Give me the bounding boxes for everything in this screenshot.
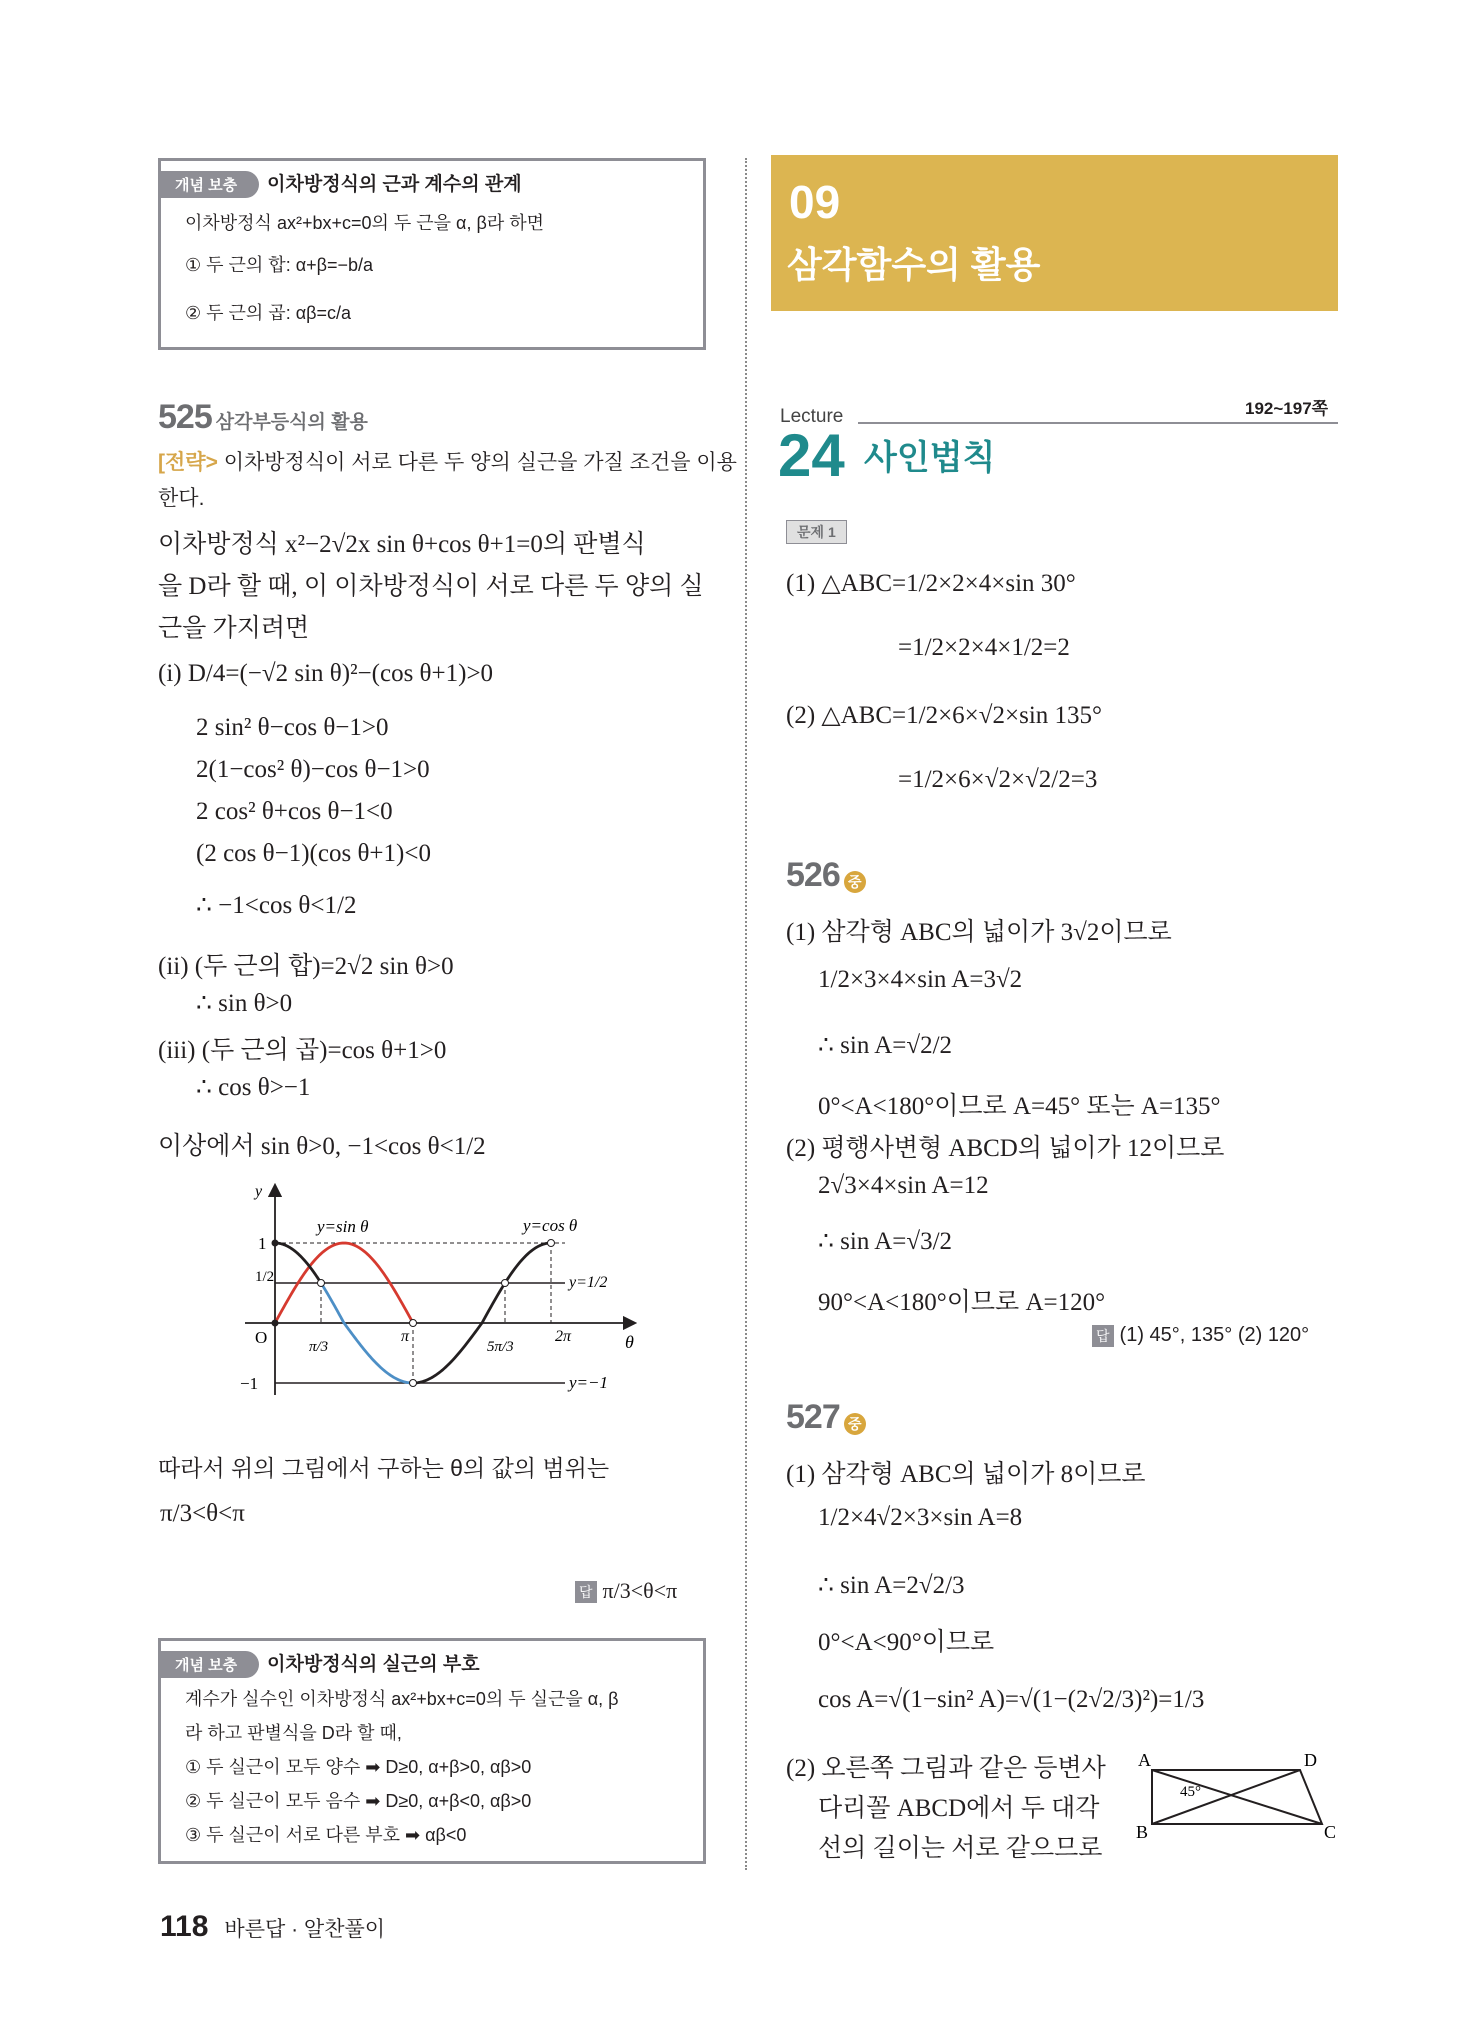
concept-tag: 개념 보충 bbox=[161, 1651, 259, 1678]
solution-line: cos A=√(1−sin² A)=√(1−(2√2/3)²)=1/3 bbox=[818, 1686, 1205, 1713]
point bbox=[318, 1280, 325, 1287]
point bbox=[272, 1240, 279, 1247]
point bbox=[272, 1320, 279, 1327]
solution-line: (1) 삼각형 ABC의 넓이가 3√2이므로 bbox=[786, 919, 1172, 946]
problem-title: 삼각부등식의 활용 bbox=[215, 412, 368, 433]
lecture-pages: 192~197쪽 bbox=[1245, 399, 1329, 418]
answer-value: π/3<θ<π bbox=[602, 1578, 678, 1603]
label-half: y=1/2 bbox=[569, 1274, 608, 1291]
solution-line: ∴ sin θ>0 bbox=[196, 990, 293, 1017]
cos-curve bbox=[413, 1243, 551, 1383]
solution-line: =1/2×6×√2×√2/2=3 bbox=[898, 766, 1098, 793]
solution-line: 1/2×4√2×3×sin A=8 bbox=[818, 1504, 1023, 1531]
chapter-number: 09 bbox=[789, 176, 841, 228]
solution-line: ∴ sin A=√3/2 bbox=[818, 1228, 953, 1255]
problem-number: 527 bbox=[786, 1398, 840, 1436]
point bbox=[410, 1320, 417, 1327]
solution-line: 근을 가지려면 bbox=[158, 615, 310, 642]
column-divider bbox=[745, 158, 747, 1870]
chapter-header bbox=[771, 155, 1338, 311]
chapter-title: 삼각함수의 활용 bbox=[787, 244, 1041, 285]
concept-line: ② 두 근의 곱: αβ=c/a bbox=[185, 303, 351, 323]
diagonal-ac bbox=[1152, 1770, 1322, 1824]
lecture-title: 사인법칙 bbox=[864, 439, 996, 477]
strategy-text: 이차방정식이 서로 다른 두 양의 실근을 가질 조건을 이용 bbox=[223, 451, 737, 474]
solution-line: 90°<A<180°이므로 A=120° bbox=[818, 1289, 1106, 1316]
solution-line: 0°<A<180°이므로 A=45° 또는 A=135° bbox=[818, 1093, 1221, 1120]
solution-line: 따라서 위의 그림에서 구하는 θ의 값의 범위는 bbox=[158, 1455, 610, 1481]
answer-526 bbox=[1092, 1324, 1309, 1347]
point bbox=[410, 1380, 417, 1387]
answer-tag: 답 bbox=[1092, 1325, 1114, 1347]
solution-line: (2) 오른쪽 그림과 같은 등변사 bbox=[786, 1755, 1106, 1782]
lecture-number: 24 bbox=[778, 422, 845, 489]
concept-line: ③ 두 실근이 서로 다른 부호 ➡ αβ<0 bbox=[185, 1825, 467, 1845]
x-axis-label: θ bbox=[625, 1332, 634, 1352]
solution-line: 을 D라 할 때, 이 이차방정식이 서로 다른 두 양의 실 bbox=[158, 573, 704, 600]
solution-line: 선의 길이는 서로 같으므로 bbox=[818, 1835, 1103, 1862]
problem1-badge: 문제 1 bbox=[786, 520, 847, 544]
tick-half: 1/2 bbox=[255, 1269, 275, 1285]
tick-pi3: π/3 bbox=[309, 1339, 329, 1355]
concept-line: ② 두 실근이 모두 음수 ➡ D≥0, α+β<0, αβ>0 bbox=[185, 1791, 532, 1811]
solution-line: (2) △ABC=1/2×6×√2×sin 135° bbox=[786, 702, 1103, 729]
vertex-a: A bbox=[1138, 1750, 1151, 1770]
solution-line: (2 cos θ−1)(cos θ+1)<0 bbox=[196, 840, 431, 867]
solution-line: 2(1−cos² θ)−cos θ−1>0 bbox=[196, 756, 430, 783]
solution-line: 2 sin² θ−cos θ−1>0 bbox=[196, 714, 389, 741]
problem-number: 525 bbox=[158, 398, 212, 436]
vertex-d: D bbox=[1304, 1750, 1317, 1770]
concept-line: 이차방정식 ax²+bx+c=0의 두 근을 α, β라 하면 bbox=[185, 213, 544, 233]
solution-line: (ii) (두 근의 합)=2√2 sin θ>0 bbox=[158, 953, 454, 980]
solution-line: (iii) (두 근의 곱)=cos θ+1>0 bbox=[158, 1037, 447, 1064]
concept-line: ① 두 실근이 모두 양수 ➡ D≥0, α+β>0, αβ>0 bbox=[185, 1757, 532, 1777]
point bbox=[548, 1240, 555, 1247]
answer-tag: 답 bbox=[575, 1581, 597, 1603]
label-cos: y=cos θ bbox=[523, 1216, 578, 1235]
concept-line: 계수가 실수인 이차방정식 ax²+bx+c=0의 두 실근을 α, β bbox=[185, 1689, 619, 1709]
solution-line: ∴ sin A=√2/2 bbox=[818, 1032, 953, 1059]
solution-line: ∴ cos θ>−1 bbox=[196, 1074, 311, 1101]
solution-line: 2√3×4×sin A=12 bbox=[818, 1172, 989, 1199]
solution-line: ∴ sin A=2√2/3 bbox=[818, 1572, 965, 1599]
problem-526-header bbox=[786, 856, 866, 895]
concept-line: ① 두 근의 합: α+β=−b/a bbox=[185, 255, 374, 275]
concept-box-bottom bbox=[158, 1638, 706, 1864]
problem-527-header bbox=[786, 1398, 866, 1437]
level-badge: 중 bbox=[844, 1413, 866, 1435]
lecture-rule bbox=[858, 422, 1338, 424]
tick-1: 1 bbox=[258, 1234, 267, 1253]
problem-525-header bbox=[158, 398, 368, 437]
solution-line: (i) D/4=(−√2 sin θ)²−(cos θ+1)>0 bbox=[158, 660, 494, 687]
trapezoid-figure bbox=[1130, 1748, 1340, 1848]
tick-2pi: 2π bbox=[555, 1328, 572, 1345]
footer bbox=[160, 1910, 385, 1944]
solution-line: 이상에서 sin θ>0, −1<cos θ<1/2 bbox=[158, 1133, 486, 1160]
tick-neg1: −1 bbox=[240, 1374, 259, 1393]
angle-label: 45° bbox=[1180, 1784, 1201, 1800]
solution-line: 2 cos² θ+cos θ−1<0 bbox=[196, 798, 393, 825]
solution-line: =1/2×2×4×1/2=2 bbox=[898, 634, 1070, 661]
problem-number: 526 bbox=[786, 856, 840, 894]
answer-525 bbox=[575, 1578, 677, 1604]
problem1-badge-wrap bbox=[786, 520, 847, 544]
solution-line: 0°<A<90°이므로 bbox=[818, 1629, 995, 1656]
strategy-line-2: 한다. bbox=[158, 487, 205, 510]
tick-5pi3: 5π/3 bbox=[487, 1339, 514, 1355]
footer-text: 바른답 · 알찬풀이 bbox=[224, 1918, 386, 1941]
lecture-label: Lecture bbox=[780, 406, 844, 427]
solution-result: π/3<θ<π bbox=[160, 1500, 245, 1527]
concept-tag: 개념 보충 bbox=[161, 171, 259, 198]
strategy-tag: [전략> bbox=[158, 451, 218, 474]
solution-line: (1) 삼각형 ABC의 넓이가 8이므로 bbox=[786, 1461, 1146, 1488]
cos-curve bbox=[275, 1243, 321, 1283]
level-badge: 중 bbox=[844, 871, 866, 893]
concept-title: 이차방정식의 근과 계수의 관계 bbox=[267, 174, 522, 195]
solution-line: ∴ −1<cos θ<1/2 bbox=[196, 892, 357, 919]
page-number: 118 bbox=[160, 1910, 209, 1943]
label-neg1: y=−1 bbox=[569, 1373, 608, 1392]
concept-line: 라 하고 판별식을 D라 할 때, bbox=[185, 1723, 402, 1743]
strategy-line bbox=[158, 446, 737, 476]
answer-value: (1) 45°, 135° (2) 120° bbox=[1119, 1324, 1310, 1346]
vertex-b: B bbox=[1136, 1822, 1149, 1842]
solution-line: (2) 평행사변형 ABCD의 넓이가 12이므로 bbox=[786, 1135, 1225, 1162]
solution-line: 다리꼴 ABCD에서 두 대각 bbox=[818, 1795, 1100, 1822]
solution-line: (1) △ABC=1/2×2×4×sin 30° bbox=[786, 570, 1076, 597]
point bbox=[502, 1280, 509, 1287]
trig-graph bbox=[225, 1180, 645, 1430]
solution-line: 이차방정식 x²−2√2x sin θ+cos θ+1=0의 판별식 bbox=[158, 531, 646, 558]
label-sin: y=sin θ bbox=[317, 1217, 369, 1236]
concept-box-top bbox=[158, 158, 706, 350]
concept-title: 이차방정식의 실근의 부호 bbox=[267, 1654, 480, 1675]
y-axis-label: y bbox=[255, 1183, 263, 1200]
vertex-c: C bbox=[1324, 1822, 1337, 1842]
tick-pi: π bbox=[401, 1328, 410, 1345]
solution-line: 1/2×3×4×sin A=3√2 bbox=[818, 966, 1023, 993]
origin-label: O bbox=[255, 1328, 268, 1347]
